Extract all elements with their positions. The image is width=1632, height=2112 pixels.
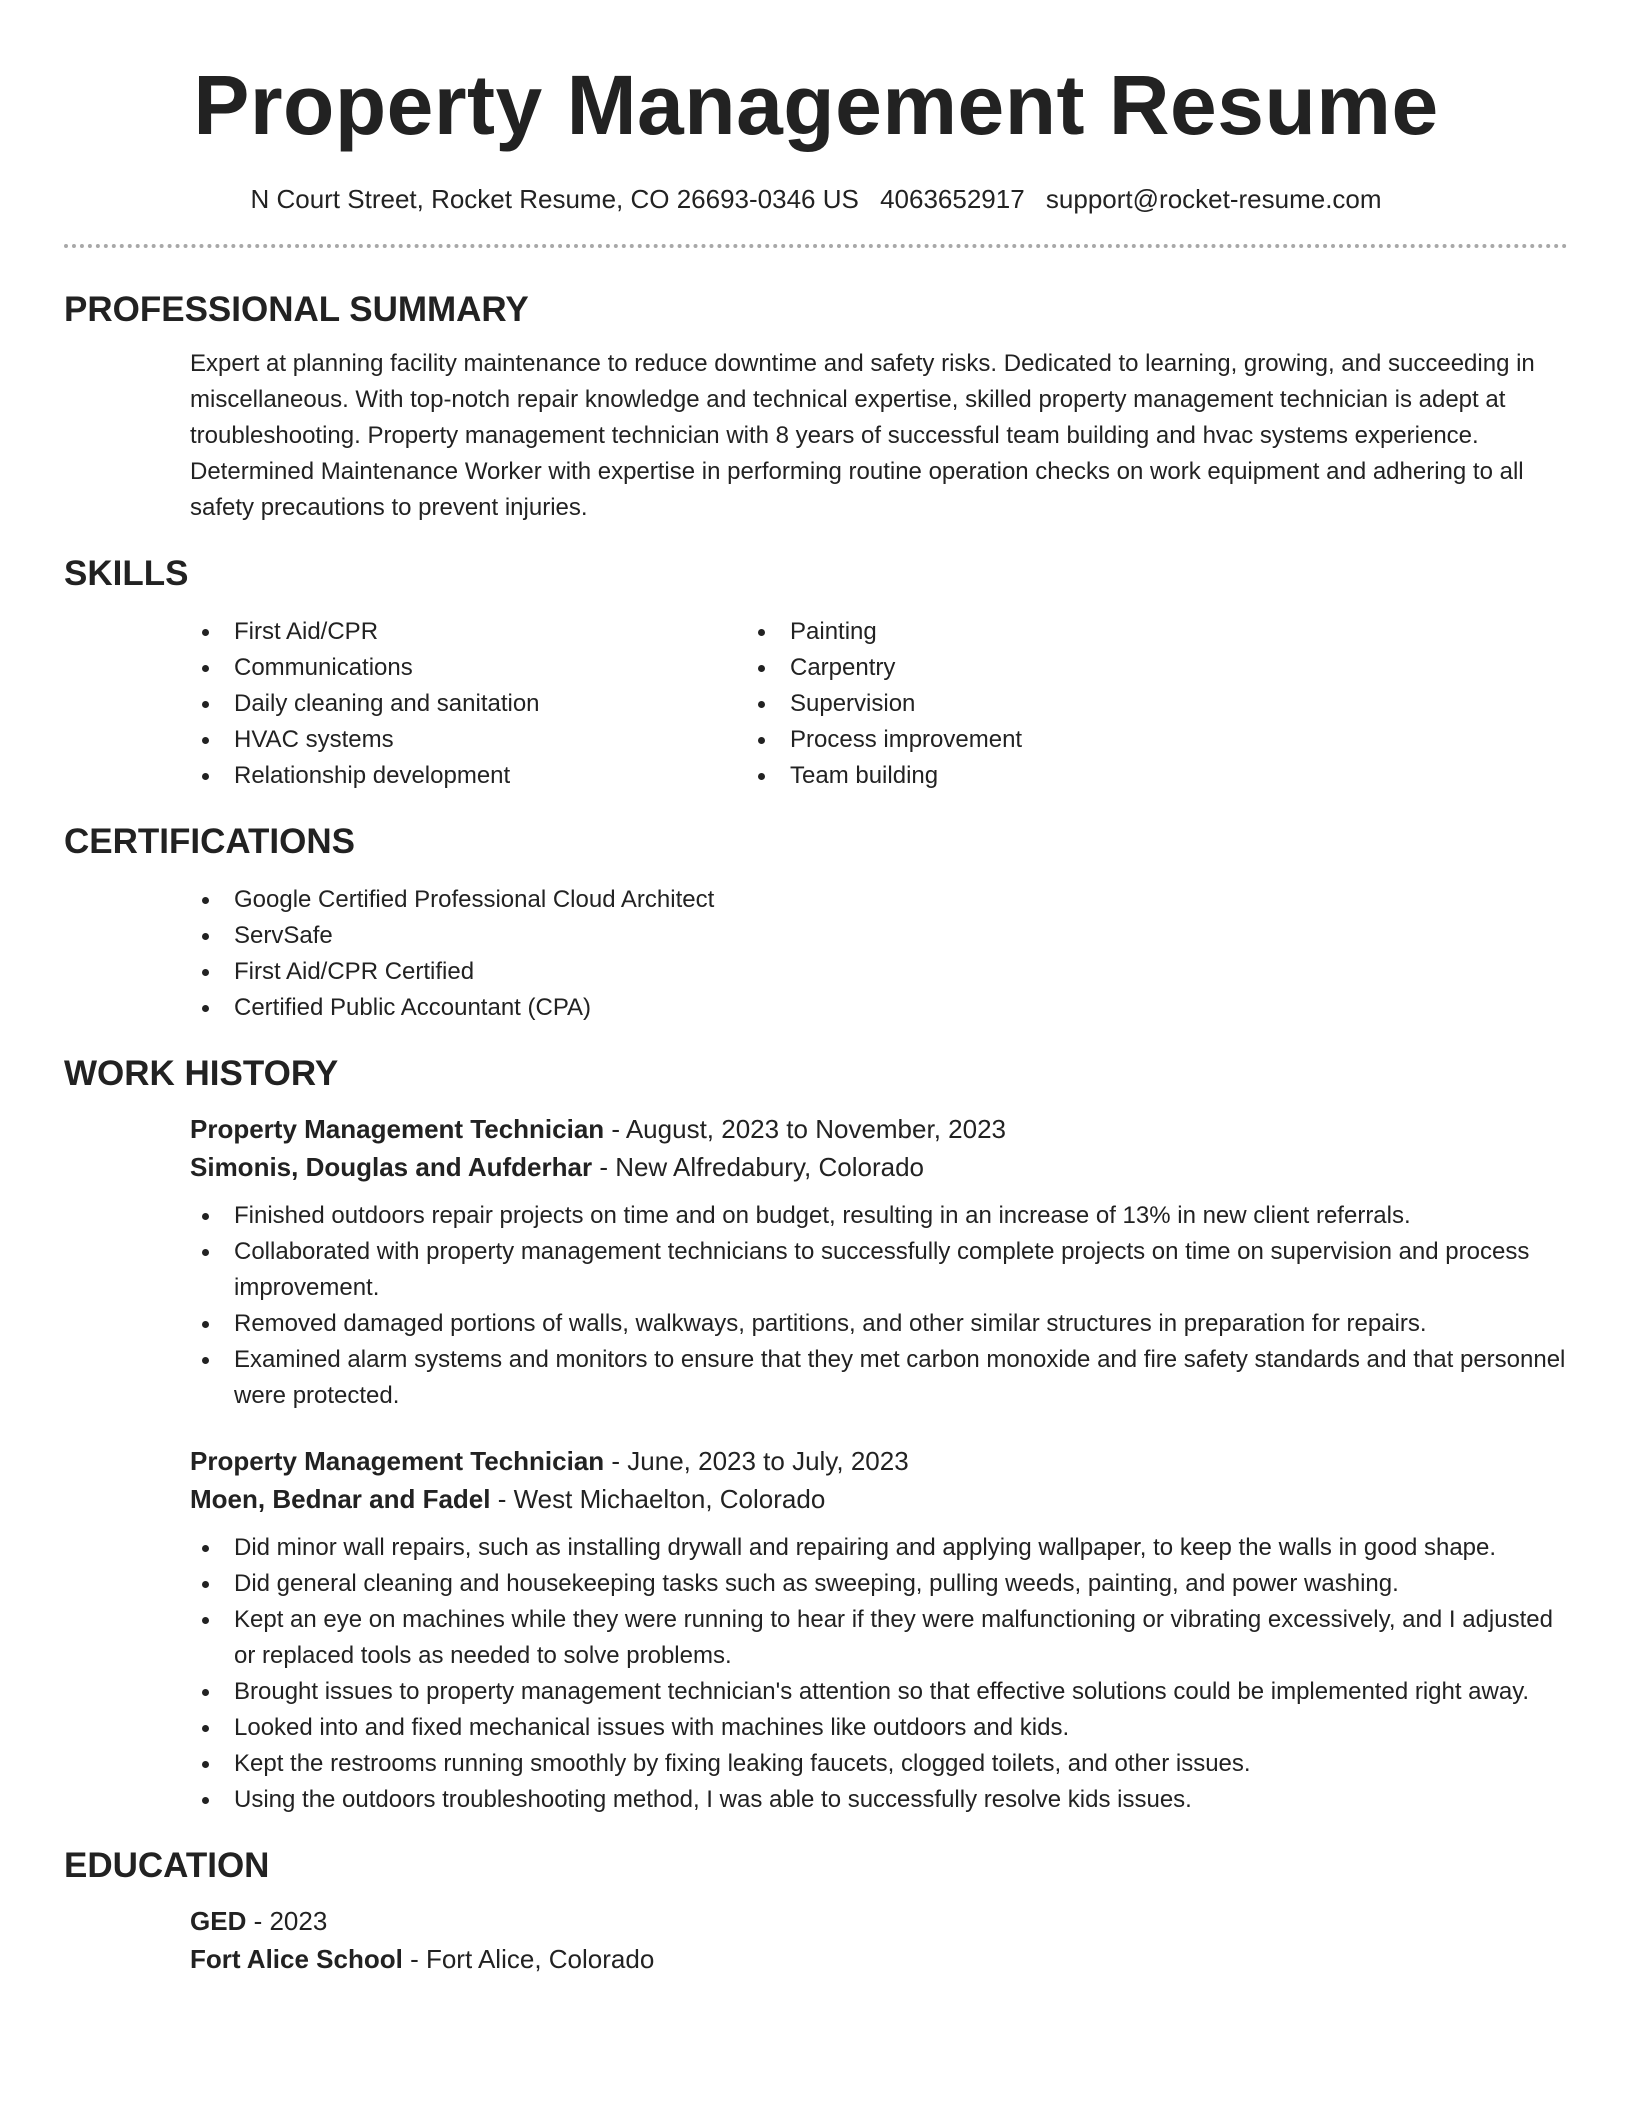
job-bullet: Examined alarm systems and monitors to ensure that they met carbon monoxide and fire safety standards and that personnel were protected.: [190, 1342, 1568, 1414]
work-history-heading: WORK HISTORY: [64, 1054, 339, 1093]
job-bullet: Kept the restrooms running smoothly by fixing leaking faucets, clogged toilets, and other issues.: [190, 1746, 1568, 1782]
contact-phone: 4063652917: [880, 184, 1025, 214]
job-bullet: Finished outdoors repair projects on time and on budget, resulting in an increase of 13% in new client referrals.: [190, 1198, 1568, 1234]
job-bullet: Did general cleaning and housekeeping tasks such as sweeping, pulling weeds, painting, and power washing.: [190, 1566, 1568, 1602]
certification-item: Google Certified Professional Cloud Architect: [190, 882, 1568, 918]
contact-email: support@rocket-resume.com: [1045, 184, 1382, 214]
education-year: - 2023: [246, 1906, 328, 1936]
skill-item: Process improvement: [746, 722, 1022, 758]
job-company: Moen, Bednar and Fadel: [190, 1484, 491, 1514]
job-bullet: Looked into and fixed mechanical issues with machines like outdoors and kids.: [190, 1710, 1568, 1746]
education-degree: GED: [190, 1906, 247, 1936]
certification-item: ServSafe: [190, 918, 1568, 954]
job-entry: [64, 1442, 1568, 1818]
certification-item: Certified Public Accountant (CPA): [190, 990, 1568, 1026]
education-entry: [64, 1902, 1568, 1978]
header-divider: [64, 244, 1568, 248]
skills-column-right: [746, 614, 1022, 794]
summary-heading: PROFESSIONAL SUMMARY: [64, 290, 529, 329]
education-location: - Fort Alice, Colorado: [402, 1944, 655, 1974]
job-title-line: [190, 1110, 1568, 1148]
certifications-heading: CERTIFICATIONS: [64, 822, 356, 861]
skill-item: Team building: [746, 758, 1022, 794]
job-bullet: Removed damaged portions of walls, walkways, partitions, and other similar structures in preparation for repairs.: [190, 1306, 1568, 1342]
job-bullet: Brought issues to property management technician's attention so that effective solutions could be implemented right away.: [190, 1674, 1568, 1710]
education-degree-line: [190, 1902, 1568, 1940]
education-heading: EDUCATION: [64, 1846, 270, 1885]
job-role: Property Management Technician: [190, 1446, 605, 1476]
job-bullet: Using the outdoors troubleshooting method, I was able to successfully resolve kids issues.: [190, 1782, 1568, 1818]
skill-item: HVAC systems: [190, 722, 746, 758]
job-location: - West Michaelton, Colorado: [490, 1484, 826, 1514]
skill-item: Daily cleaning and sanitation: [190, 686, 746, 722]
education-school-line: [190, 1940, 1568, 1978]
contact-address: N Court Street, Rocket Resume, CO 26693-0346 US: [250, 184, 859, 214]
job-role: Property Management Technician: [190, 1114, 605, 1144]
skills-column-left: [64, 614, 746, 794]
skill-item: Painting: [746, 614, 1022, 650]
education-school: Fort Alice School: [190, 1944, 403, 1974]
skill-item: Carpentry: [746, 650, 1022, 686]
resume-title: Property Management Resume: [193, 58, 1439, 152]
summary-text: Expert at planning facility maintenance to reduce downtime and safety risks. Dedicated to learning, growing, and succeeding in miscellaneous. With top-notch repair knowledge and technical expertise, skilled property management technician is adept at troubleshooting. Property management technician with 8 years of successful team building and hvac systems experience. Determined Maintenance Worker with expertise in performing routine operation checks on work equipment and adhering to all safety precautions to prevent injuries.: [190, 350, 1535, 521]
job-bullet: Collaborated with property management technicians to successfully complete projects on time on supervision and process improvement.: [190, 1234, 1568, 1306]
job-entry: [64, 1110, 1568, 1414]
job-location: - New Alfredabury, Colorado: [592, 1152, 924, 1182]
job-dates: - June, 2023 to July, 2023: [604, 1446, 909, 1476]
skill-item: Relationship development: [190, 758, 746, 794]
skill-item: Communications: [190, 650, 746, 686]
job-company: Simonis, Douglas and Aufderhar: [190, 1152, 593, 1182]
job-title-line: [190, 1442, 1568, 1480]
job-company-line: [190, 1480, 1568, 1518]
skill-item: First Aid/CPR: [190, 614, 746, 650]
certification-item: First Aid/CPR Certified: [190, 954, 1568, 990]
job-bullets: [64, 1198, 1568, 1414]
skills-list: [64, 614, 1568, 794]
job-dates: - August, 2023 to November, 2023: [604, 1114, 1006, 1144]
contact-line: [64, 182, 1568, 216]
job-bullet: Kept an eye on machines while they were running to hear if they were malfunctioning or vibrating excessively, and I adjusted or replaced tools as needed to solve problems.: [190, 1602, 1568, 1674]
job-bullets: [64, 1530, 1568, 1818]
job-company-line: [190, 1148, 1568, 1186]
skill-item: Supervision: [746, 686, 1022, 722]
skills-heading: SKILLS: [64, 554, 189, 593]
certifications-list: [64, 882, 1568, 1026]
job-bullet: Did minor wall repairs, such as installing drywall and repairing and applying wallpaper, to keep the walls in good shape.: [190, 1530, 1568, 1566]
